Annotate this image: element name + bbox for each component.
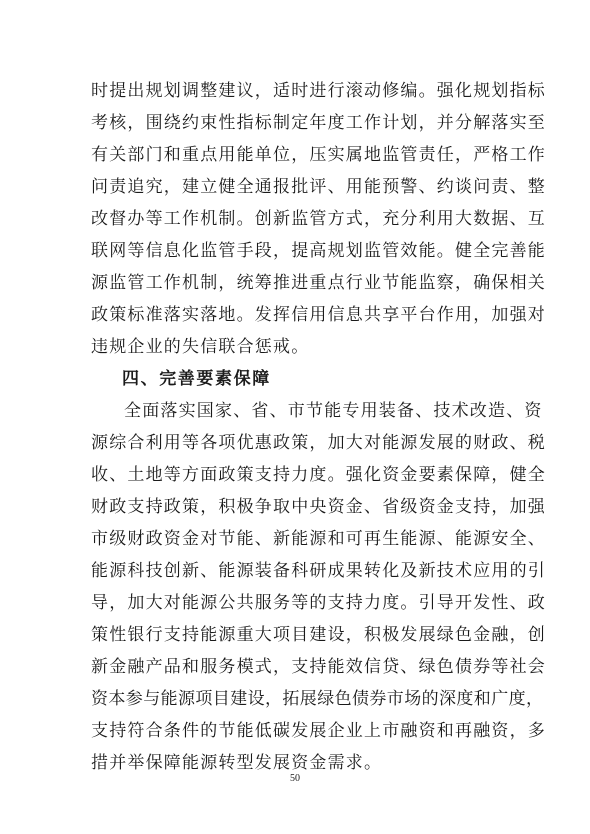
body-text-line: 收、土地等方面政策支持力度。强化资金要素保障，健全 [91, 465, 546, 485]
body-text-line: 支持符合条件的节能低碳发展企业上市融资和再融资，多 [91, 721, 546, 741]
body-text-line: 全面落实国家、省、市节能专用装备、技术改造、资 [124, 401, 543, 421]
body-text-line: 市级财政资金对节能、新能源和可再生能源、能源安全、 [91, 529, 546, 549]
body-text-line: 财政支持政策，积极争取中央资金、省级资金支持，加强 [91, 497, 546, 517]
body-text-line: 联网等信息化监管手段，提高规划监管效能。健全完善能 [91, 241, 546, 261]
section-heading: 四、完善要素保障 [122, 369, 271, 389]
page-number: 50 [290, 773, 300, 784]
body-text-line: 措并举保障能源转型发展资金需求。 [91, 753, 383, 773]
body-text-line: 源综合利用等各项优惠政策，加大对能源发展的财政、税 [91, 433, 546, 453]
body-text-line: 策性银行支持能源重大项目建设，积极发展绿色金融，创 [91, 625, 546, 645]
body-text-line: 有关部门和重点用能单位，压实属地监管责任，严格工作 [91, 145, 546, 165]
body-text-line: 导，加大对能源公共服务等的支持力度。引导开发性、政 [91, 593, 546, 613]
body-text-line: 考核，围绕约束性指标制定年度工作计划，并分解落实至 [91, 113, 546, 133]
body-text-line: 资本参与能源项目建设，拓展绿色债券市场的深度和广度， [91, 689, 544, 709]
body-text-line: 时提出规划调整建议，适时进行滚动修编。强化规划指标 [91, 81, 546, 101]
body-text-line: 政策标准落实落地。发挥信用信息共享平台作用，加强对 [91, 305, 546, 325]
body-text-line: 改督办等工作机制。创新监管方式，充分利用大数据、互 [91, 209, 546, 229]
body-text-line: 问责追究，建立健全通报批评、用能预警、约谈问责、整 [91, 177, 546, 197]
body-text-line: 能源科技创新、能源装备科研成果转化及新技术应用的引 [91, 561, 546, 581]
body-text-line: 违规企业的失信联合惩戒。 [91, 337, 310, 357]
body-text-line: 源监管工作机制，统筹推进重点行业节能监察，确保相关 [91, 273, 546, 293]
body-text-line: 新金融产品和服务模式，支持能效信贷、绿色债券等社会 [91, 657, 546, 677]
